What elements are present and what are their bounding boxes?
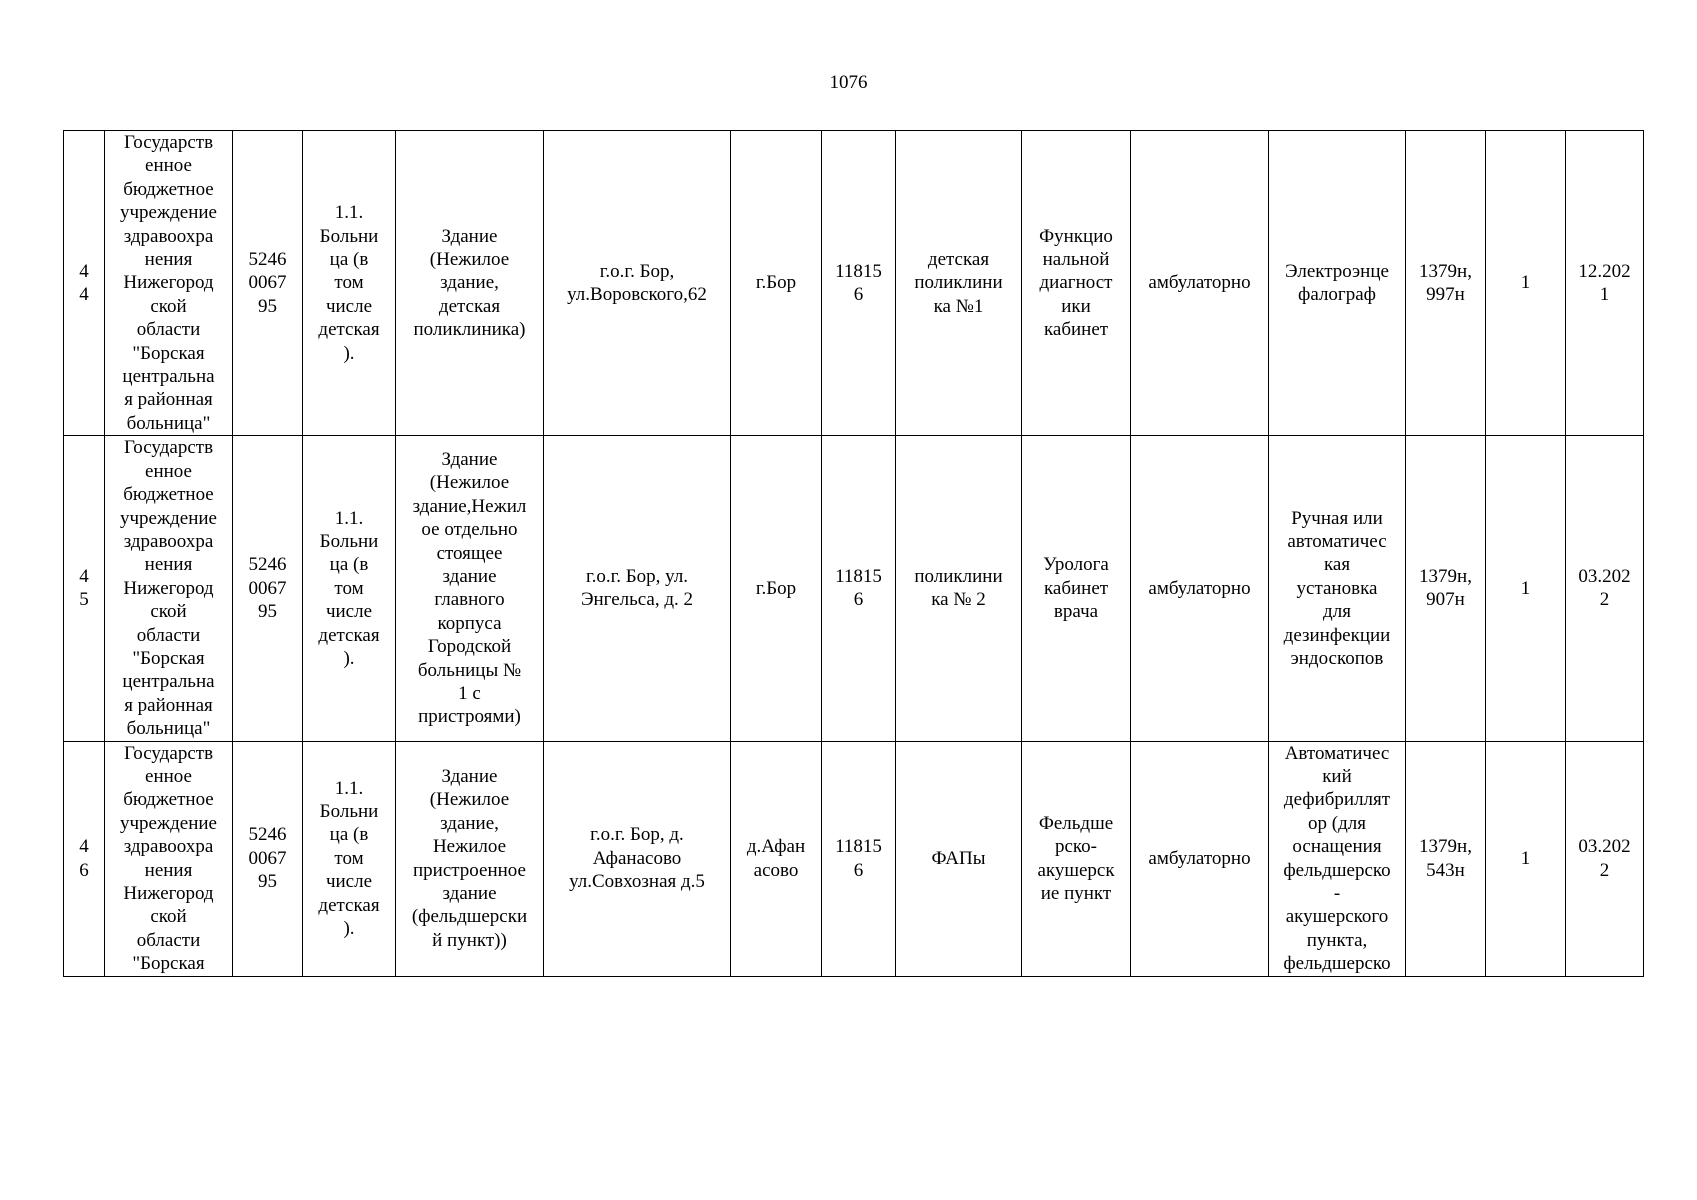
inn-cell: 5246 0067 95: [233, 131, 303, 436]
code-cell: 11815 6: [822, 436, 896, 741]
organization-cell: Государств енное бюджетное учреждение здравоохра нения Нижегород ской области "Борская: [105, 741, 233, 976]
unit-cell: поликлини ка № 2: [896, 436, 1022, 741]
quantity-cell: 1: [1486, 741, 1566, 976]
inn-cell: 5246 0067 95: [233, 741, 303, 976]
code-cell: 11815 6: [822, 131, 896, 436]
equipment-cell: Электроэнце фалограф: [1269, 131, 1406, 436]
address-cell: г.о.г. Бор, д. Афанасово ул.Совхозная д.5: [544, 741, 731, 976]
unit-cell: детская поликлини ка №1: [896, 131, 1022, 436]
facility-type-cell: 1.1. Больни ца (в том числе детская ).: [303, 436, 396, 741]
code-cell: 11815 6: [822, 741, 896, 976]
address-cell: г.о.г. Бор, ул. Энгельса, д. 2: [544, 436, 731, 741]
room-cell: Уролога кабинет врача: [1022, 436, 1131, 741]
equipment-cell: Автоматичес кий дефибриллят ор (для оснащения фельдшерско - акушерского пункта, фельдшерско: [1269, 741, 1406, 976]
facility-type-cell: 1.1. Больни ца (в том числе детская ).: [303, 131, 396, 436]
date-cell: 03.202 2: [1566, 741, 1644, 976]
room-cell: Функцио нальной диагност ики кабинет: [1022, 131, 1131, 436]
locality-cell: д.Афан асово: [731, 741, 822, 976]
building-cell: Здание (Нежилое здание, Нежилое пристроенное здание (фельдшерски й пункт)): [396, 741, 544, 976]
row-number-cell: 4 5: [64, 436, 105, 741]
quantity-cell: 1: [1486, 436, 1566, 741]
room-cell: Фельдше рско- акушерск ие пункт: [1022, 741, 1131, 976]
unit-cell: ФАПы: [896, 741, 1022, 976]
date-cell: 12.202 1: [1566, 131, 1644, 436]
page-number: 1076: [829, 72, 868, 93]
care-type-cell: амбулаторно: [1131, 131, 1269, 436]
row-number-cell: 4 6: [64, 741, 105, 976]
order-cell: 1379н, 543н: [1406, 741, 1486, 976]
order-cell: 1379н, 997н: [1406, 131, 1486, 436]
care-type-cell: амбулаторно: [1131, 436, 1269, 741]
row-number-cell: 4 4: [64, 131, 105, 436]
table-row: [64, 131, 1644, 436]
locality-cell: г.Бор: [731, 436, 822, 741]
table-row: [64, 436, 1644, 741]
equipment-table: [63, 130, 1644, 977]
address-cell: г.о.г. Бор, ул.Воровского,62: [544, 131, 731, 436]
inn-cell: 5246 0067 95: [233, 436, 303, 741]
building-cell: Здание (Нежилое здание, детская поликлиника): [396, 131, 544, 436]
organization-cell: Государств енное бюджетное учреждение здравоохра нения Нижегород ской области "Борская центральна я районная больница": [105, 131, 233, 436]
locality-cell: г.Бор: [731, 131, 822, 436]
equipment-cell: Ручная или автоматичес кая установка для дезинфекции эндоскопов: [1269, 436, 1406, 741]
quantity-cell: 1: [1486, 131, 1566, 436]
building-cell: Здание (Нежилое здание,Нежил ое отдельно стоящее здание главного корпуса Городской больницы № 1 с пристроями): [396, 436, 544, 741]
care-type-cell: амбулаторно: [1131, 741, 1269, 976]
order-cell: 1379н, 907н: [1406, 436, 1486, 741]
organization-cell: Государств енное бюджетное учреждение здравоохра нения Нижегород ской области "Борская центральна я районная больница": [105, 436, 233, 741]
table-row: [64, 741, 1644, 976]
facility-type-cell: 1.1. Больни ца (в том числе детская ).: [303, 741, 396, 976]
date-cell: 03.202 2: [1566, 436, 1644, 741]
